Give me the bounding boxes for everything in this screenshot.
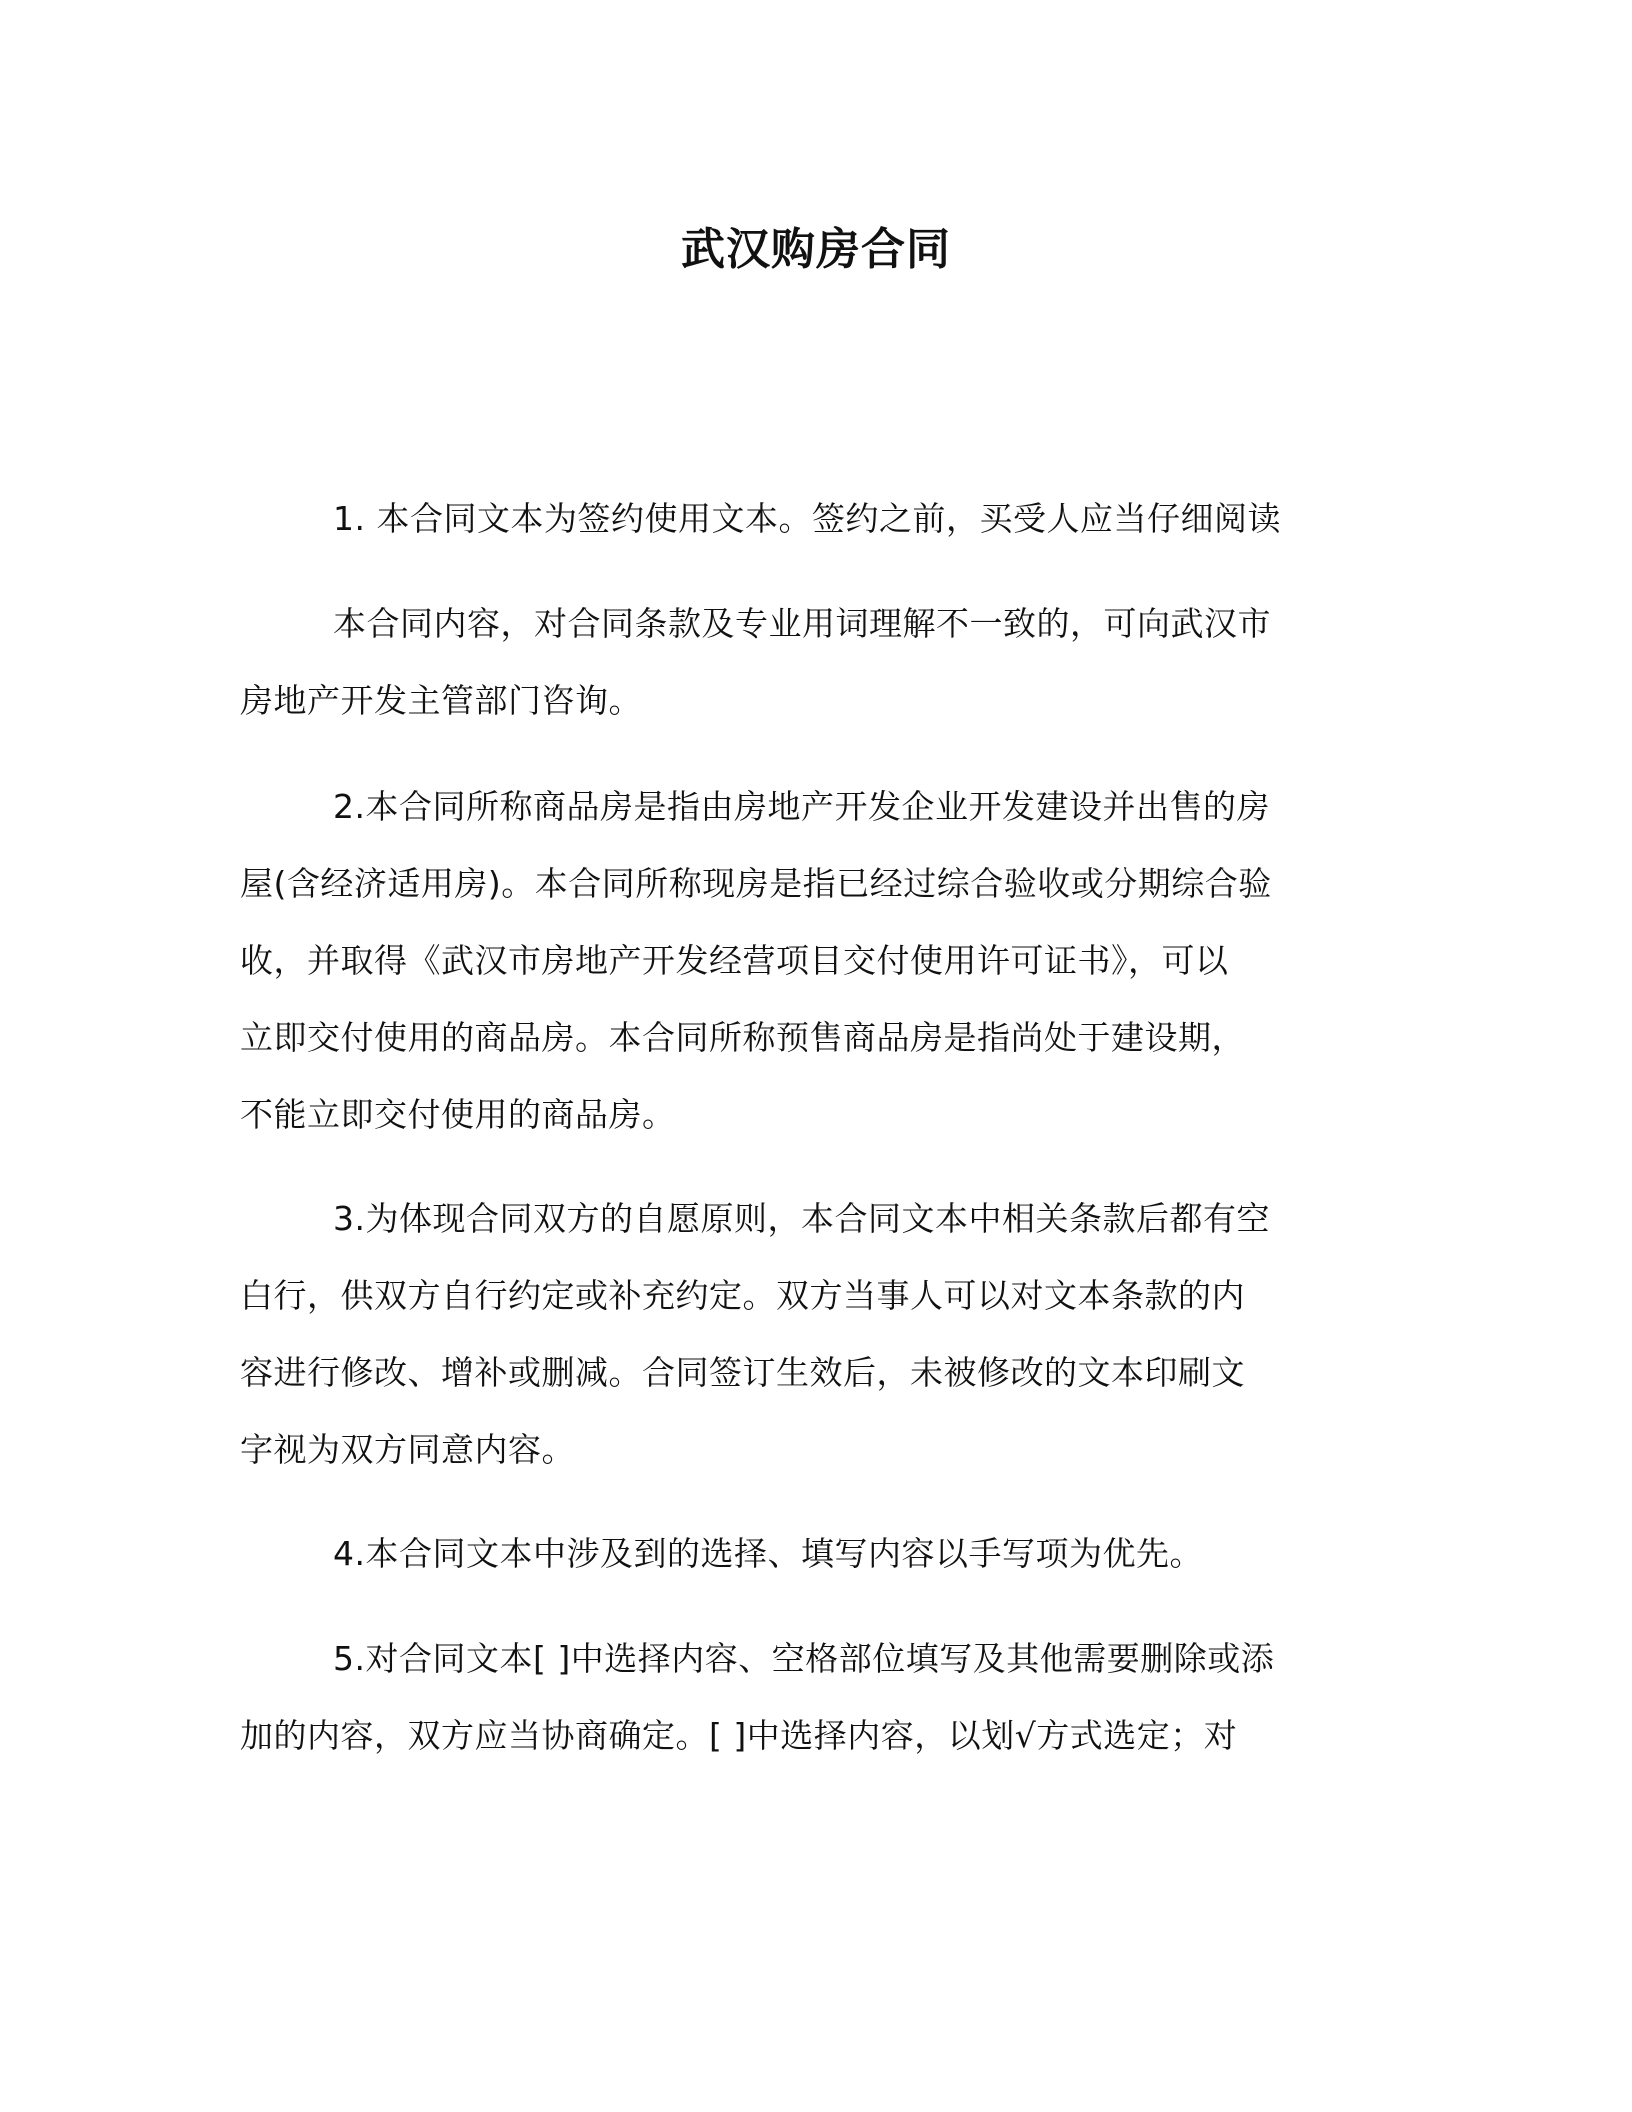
document-title: 武汉购房合同 xyxy=(681,224,951,275)
paragraph-4 xyxy=(240,1180,1380,1488)
paragraph-2 xyxy=(240,585,1380,739)
paragraph-line: 5.对合同文本[ ]中选择内容、空格部位填写及其他需要删除或添 xyxy=(333,1639,1275,1678)
paragraph-line: 屋(含经济适用房)。本合同所称现房是指已经过综合验收或分期综合验 xyxy=(240,864,1272,903)
paragraph-line: 字视为双方同意内容。 xyxy=(240,1430,575,1469)
paragraph-1 xyxy=(240,480,1380,557)
paragraph-6 xyxy=(240,1620,1380,1774)
paragraph-line: 不能立即交付使用的商品房。 xyxy=(240,1095,676,1134)
paragraph-line: 4.本合同文本中涉及到的选择、填写内容以手写项为优先。 xyxy=(333,1534,1203,1573)
paragraph-line: 房地产开发主管部门咨询。 xyxy=(240,681,642,720)
paragraph-5 xyxy=(240,1515,1380,1592)
paragraph-line: 3.为体现合同双方的自愿原则，本合同文本中相关条款后都有空 xyxy=(333,1199,1270,1238)
paragraph-line: 本合同内容，对合同条款及专业用词理解不一致的，可向武汉市 xyxy=(333,604,1271,643)
paragraph-line: 容进行修改、增补或删减。合同签订生效后，未被修改的文本印刷文 xyxy=(240,1353,1245,1392)
paragraph-line: 加的内容，双方应当协商确定。[ ]中选择内容，以划√方式选定；对 xyxy=(240,1716,1238,1755)
paragraph-3 xyxy=(240,768,1380,1153)
paragraph-line: 白行，供双方自行约定或补充约定。双方当事人可以对文本条款的内 xyxy=(240,1276,1245,1315)
paragraph-line: 1. 本合同文本为签约使用文本。签约之前，买受人应当仔细阅读 xyxy=(333,499,1281,538)
paragraph-line: 收，并取得《武汉市房地产开发经营项目交付使用许可证书》，可以 xyxy=(240,941,1229,980)
paragraph-line: 2.本合同所称商品房是指由房地产开发企业开发建设并出售的房 xyxy=(333,787,1270,826)
paragraph-line: 立即交付使用的商品房。本合同所称预售商品房是指尚处于建设期， xyxy=(240,1018,1245,1057)
